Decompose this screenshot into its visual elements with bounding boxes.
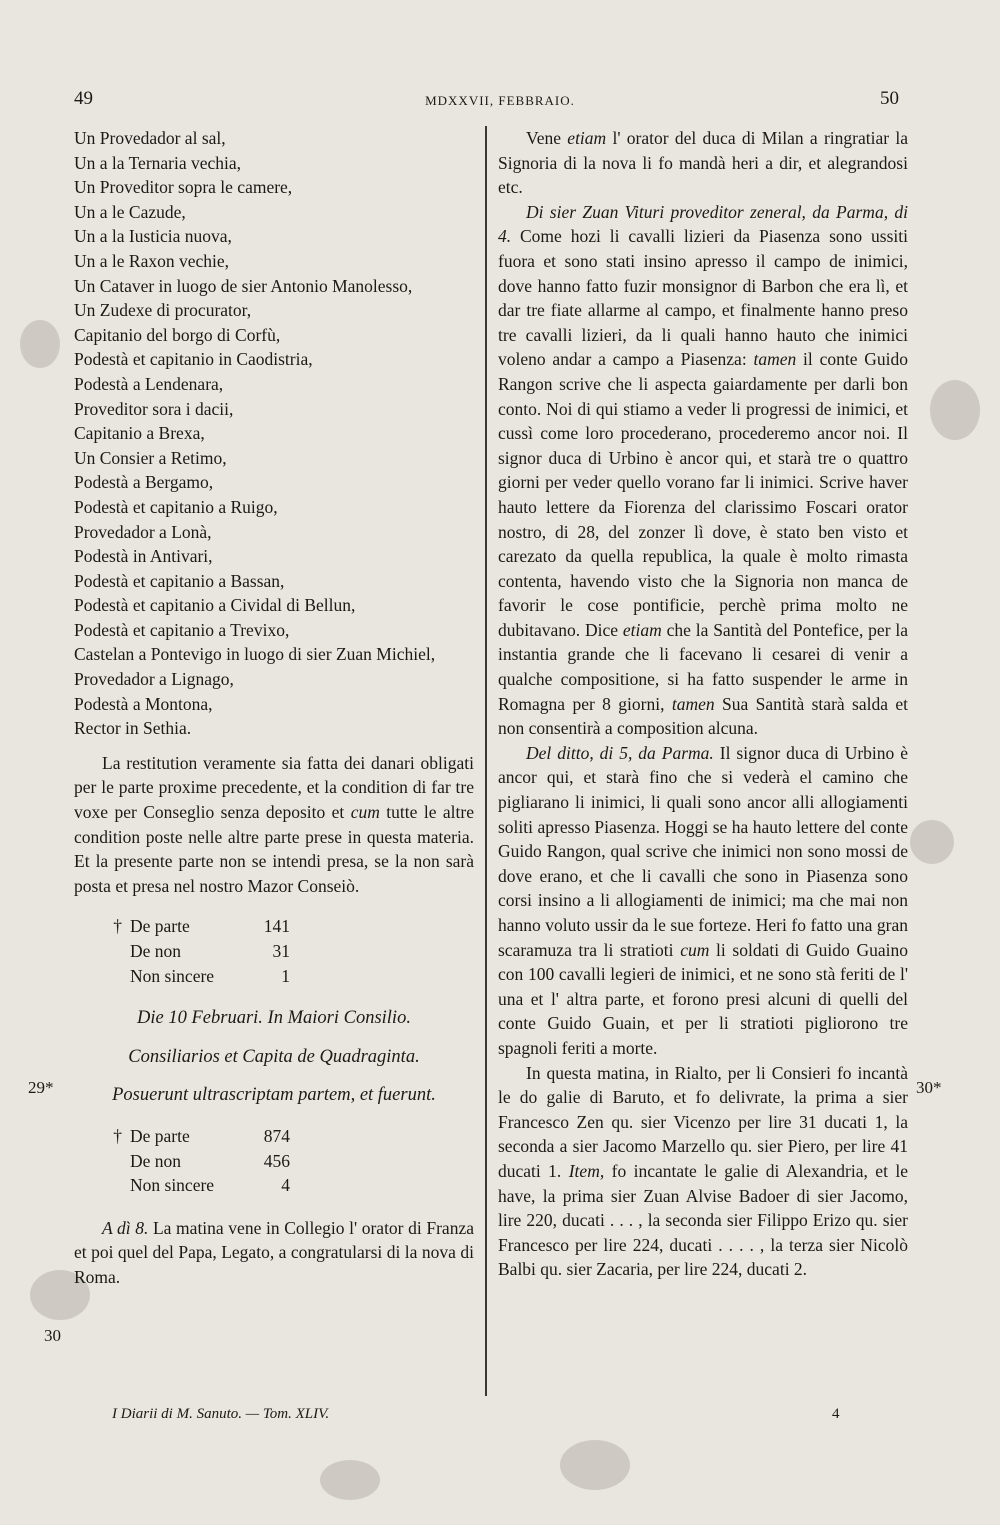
office-list <box>74 126 474 741</box>
text-run: La matina vene in Collegio l' orator di Franza et poi quel del Papa, Legato, a congratularsi di la nova di Roma. <box>74 1217 474 1287</box>
italic-run: Del ditto, di 5, da Parma. <box>526 742 714 763</box>
office-item: Podestà et capitanio a Ruigo, <box>74 496 278 517</box>
final-paragraph <box>74 1216 474 1290</box>
office-item: Un Cataver in luogo de sier Antonio Manolesso, <box>74 275 413 296</box>
stain <box>560 1440 630 1490</box>
office-item: Provedador a Lonà, <box>74 521 212 542</box>
vote-label: De parte <box>130 916 190 937</box>
italic-run: etiam <box>622 619 662 640</box>
vote-row <box>74 914 474 939</box>
office-item: Un Consier a Retimo, <box>74 447 227 468</box>
text-run: fo incantate le galie di Alexandria, et le have, la prima sier Zuan Alvise Badoer di sier Jacomo, lire 220, ducati . . . , la seconda sier Filippo Erizo qu. sier Francesco per lire 224, ducati . . . . , la terza sier Nicolò Balbi qu. sier Zacaria, per lire 224, ducati 2. <box>498 1160 908 1280</box>
orator-paragraph <box>498 126 908 200</box>
vote-label: De non <box>130 1150 182 1171</box>
text-run: Vene <box>526 128 568 148</box>
italic-run: cum <box>680 939 710 960</box>
right-page-number: 50 <box>880 88 899 109</box>
office-item: Rector in Sethia. <box>74 718 192 739</box>
vituri-letter-paragraph <box>498 200 908 741</box>
vote-tally-1 <box>74 914 474 988</box>
office-item: Un a la Iusticia nuova, <box>74 226 232 247</box>
text-run: Come hozi li cavalli lizieri da Piasenza sono ussiti fuora et sono stati insino apresso il campo de inimici, dove hanno fatto fuzir monsignor di Barbon che era lì, et dar tre fiate allarme al campo, et finalmente hanno preso tre cavalli lizieri, da li quali hanno hauto che inimici voleno andar a campo a Piasenza: <box>498 226 908 370</box>
italic-run: tamen <box>753 349 797 370</box>
left-column <box>74 126 474 1290</box>
heading-posuerunt: Posuerunt ultrascriptam partem, et fuerunt. <box>112 1085 436 1106</box>
office-item: Castelan a Pontevigo in luogo di sier Zuan Michiel, <box>74 644 436 665</box>
cross-mark <box>74 964 130 989</box>
office-item: Podestà et capitanio in Caodistria, <box>74 349 313 370</box>
vote-count: 456 <box>263 1150 290 1171</box>
text-run: il conte Guido Rangon scrive che li aspecta gaiardamente per darli bon conto. Noi di qui stiamo a veder li progressi de inimici, et cussì come loro procederano, procederemo ancor noi. Il signor duca di Urbino è ancor qui, et starà tre o quattro giorni per veder quello vorano far li inimici. Scrive haver hauto lettere da Fiorenza del clarissimo Foscari orator nostro, di 28, del zonzer lì dove, è stato ben visto et carezato da quella republica, la quale è molto rimasta contenta, havendo visto che la Signoria non manca de favorir le cose pontificie, perchè prima molto ne dubitavano. Dice <box>498 349 908 640</box>
footer-signature: I Diarii di M. Sanuto. — Tom. XLIV. <box>112 1406 330 1422</box>
vote-count: 1 <box>281 965 290 986</box>
office-item: Proveditor sora i dacii, <box>74 398 234 419</box>
office-item: Capitanio a Brexa, <box>74 423 205 444</box>
vote-row <box>74 1149 474 1174</box>
office-item: Un Proveditor sopra le camere, <box>74 177 293 198</box>
margin-note: 30 <box>44 1326 61 1345</box>
vote-row <box>74 964 474 989</box>
text-run: li soldati di Guido Guaino con 100 cavalli legieri de inimici, et ne sono stà feriti de l' una et l' altra parte, et forono presi alcuni di quelli del conte Guido Guain, et per li stratioti pigliorono tre spagnoli feriti a morte. <box>498 939 908 1058</box>
parma-letter-paragraph <box>498 741 908 1061</box>
italic-run: Item, <box>568 1160 605 1181</box>
vote-row <box>74 1124 474 1149</box>
cross-mark: † <box>113 1125 122 1146</box>
text-run: In questa matina, in Rialto, per li Consieri fo incantà le do galie di Baruto, et fo delivrate, la prima a sier Francesco Zen qu. sier Vicenzo per lire 31 ducati 1, la seconda a sier Jacomo Marzello qu. sier Piero, per lire 41 ducati 1. <box>498 1062 908 1181</box>
office-item: Podestà a Lendenara, <box>74 373 224 394</box>
left-page-number: 49 <box>74 88 93 109</box>
restitution-paragraph <box>74 751 474 899</box>
right-column <box>498 126 908 1282</box>
cross-mark <box>74 1149 130 1174</box>
vote-tally-2 <box>74 1124 474 1198</box>
text-run: Il signor duca di Urbino è ancor qui, et starà fino che si vederà el camino che pigliarano li inimici, li quali sono ancor alli allogiamenti soliti apresso Piasenza. Hoggi se ha hauto lettere del conte Guido Rangon, qual scrive che inimici non sono mossi de dove erano, et che li cavalli che sono in Piasenza sono corsi insino a li allogiamenti de inimici; ma che mai non hanno voluto ussir da le sue forteze. Heri fo fatto una gran scaramuza tra li stratioti <box>498 742 908 960</box>
office-item: Podestà a Bergamo, <box>74 472 214 493</box>
text-run: tutte le altre condition poste nelle altre parte prese in questa materia. Et la presente parte non se intendi presa, se la non sarà posta et presa nel nostro Mazor Conseiò. <box>74 802 474 896</box>
office-item: Un a le Cazude, <box>74 201 186 222</box>
text-run: che la Santità del Pontefice, per la instantia grande che li facevano li cesarei di venir a qualche compositione, si ha fatto suspender le arme in Romagna per 8 giorni, <box>498 619 908 714</box>
office-item: Un a la Ternaria vechia, <box>74 152 242 173</box>
italic-run: etiam <box>567 128 607 148</box>
stain <box>910 820 954 864</box>
heading-date: Die 10 Februari. In Maiori Consilio. <box>137 1008 411 1029</box>
margin-note: 30* <box>916 1078 942 1097</box>
text-run: La restitution veramente sia fatta dei danari obligati per le parte proxime precedente, et la condition di far tre voxe per Conseglio senza deposito et <box>74 752 474 823</box>
footer-gathering-mark: 4 <box>832 1406 840 1422</box>
cross-mark <box>74 1173 130 1198</box>
vote-count: 141 <box>263 916 290 937</box>
office-item: Provedador a Lignago, <box>74 669 234 690</box>
vote-label: De non <box>130 941 182 961</box>
office-item: Podestà et capitanio a Cividal di Bellun, <box>74 595 356 616</box>
cross-mark <box>74 939 130 964</box>
text-run: l' orator del duca di Milan a ringratiar la Signoria di la nova li fo mandà heri a dir, et alegrandosi etc. <box>498 128 909 198</box>
margin-note: 29* <box>28 1078 54 1097</box>
stain <box>930 380 980 440</box>
vote-label: Non sincere <box>130 965 215 986</box>
italic-run: Di sier Zuan Vituri proveditor zeneral, da Parma, di 4. <box>498 201 908 247</box>
office-item: Un Zudexe di procurator, <box>74 300 252 321</box>
vote-count: 4 <box>281 1175 290 1196</box>
vote-count: 31 <box>272 941 290 961</box>
italic-run: A dì 8. <box>102 1217 149 1238</box>
office-item: Un Provedador al sal, <box>74 128 226 148</box>
text-run: Sua Santità starà salda et non consentirà a composition alcuna. <box>498 693 908 739</box>
office-item: Capitanio del borgo di Corfù, <box>74 324 281 345</box>
office-item: Podestà a Montona, <box>74 693 213 714</box>
stain <box>20 320 60 368</box>
vote-label: Non sincere <box>130 1175 215 1196</box>
office-item: Podestà et capitanio a Bassan, <box>74 570 285 591</box>
column-divider <box>485 126 487 1396</box>
vote-row <box>74 1173 474 1198</box>
vote-label: De parte <box>130 1125 190 1146</box>
office-item: Un a le Raxon vechie, <box>74 250 230 271</box>
running-title: MDXXVII, FEBBRAIO. <box>425 93 575 108</box>
office-item: Podestà in Antivari, <box>74 546 213 567</box>
cross-mark: † <box>113 916 122 937</box>
italic-run: tamen <box>671 693 715 714</box>
vote-count: 874 <box>263 1125 290 1146</box>
italic-run: cum <box>350 802 380 823</box>
heading-proposers: Consiliarios et Capita de Quadraginta. <box>128 1046 420 1067</box>
office-item: Podestà et capitanio a Trevixo, <box>74 619 290 640</box>
rialto-auction-paragraph <box>498 1061 908 1282</box>
vote-row <box>74 939 474 964</box>
stain <box>320 1460 380 1500</box>
